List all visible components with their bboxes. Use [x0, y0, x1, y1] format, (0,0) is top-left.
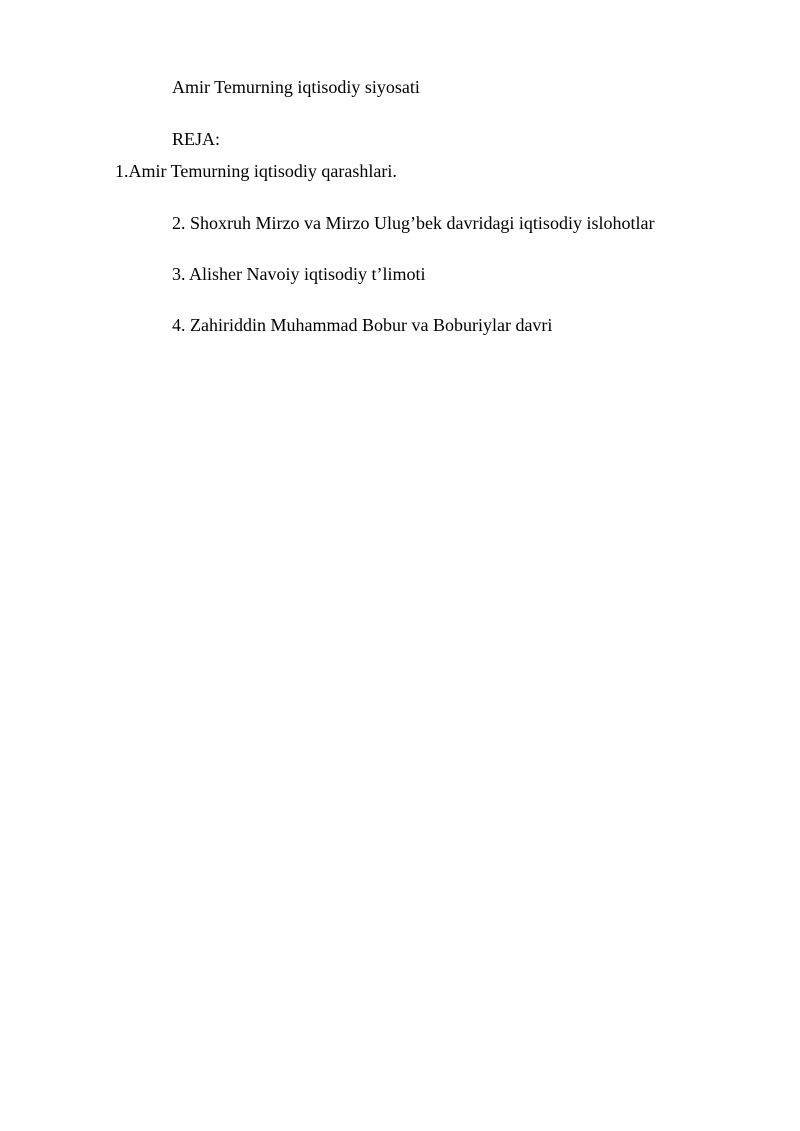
plan-item: 4. Zahiriddin Muhammad Bobur va Boburiylar davri: [172, 315, 553, 335]
plan-heading: REJA:: [172, 129, 221, 149]
plan-item: 1.Amir Temurning iqtisodiy qarashlari.: [115, 161, 397, 181]
plan-item: 3. Alisher Navoiy iqtisodiy t’limoti: [172, 264, 426, 284]
document-title: Amir Temurning iqtisodiy siyosati: [172, 77, 420, 97]
plan-item: 2. Shoxruh Mirzo va Mirzo Ulug’bek davridagi iqtisodiy islohotlar: [172, 213, 655, 233]
